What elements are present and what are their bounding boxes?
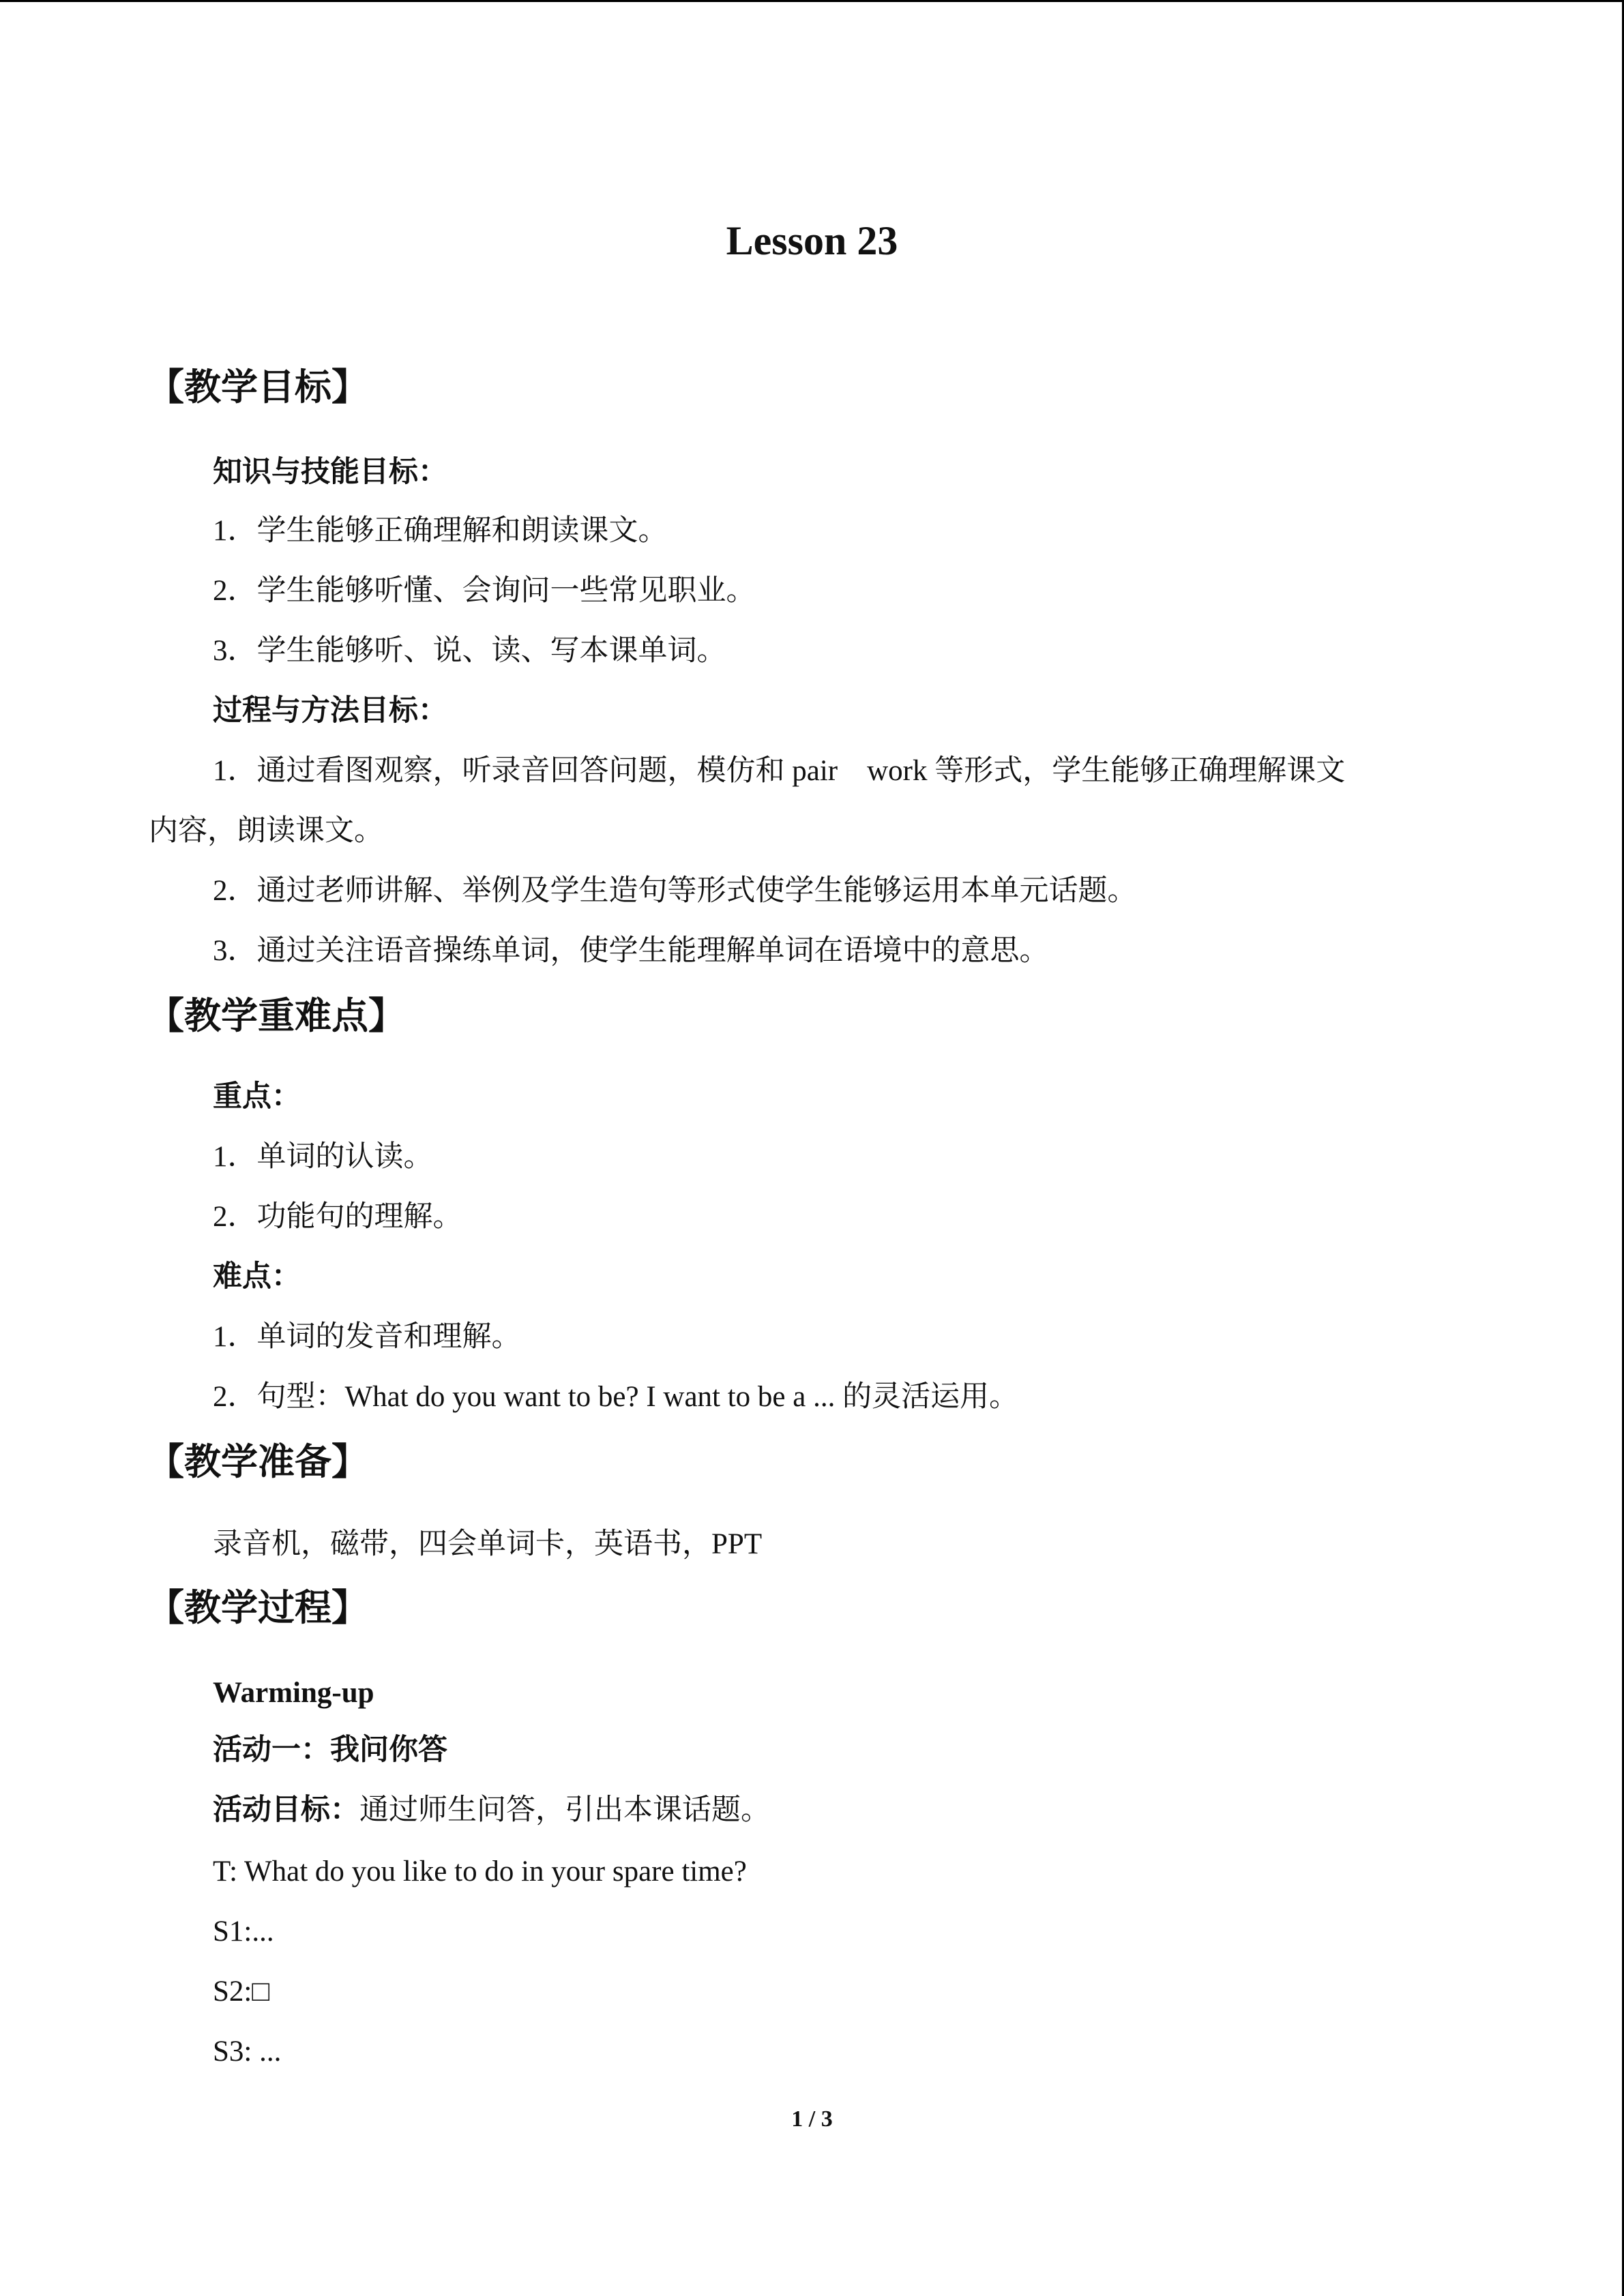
heading-preparation: 【教学准备】 <box>147 1442 368 1482</box>
difficulty-item-1: 1．单词的发音和理解。 <box>213 1321 521 1353</box>
preparation-text: 录音机，磁带，四会单词卡，英语书，PPT <box>213 1528 763 1560</box>
focus-item-1: 1．单词的认读。 <box>213 1141 433 1173</box>
process-item-1-line-2: 内容，朗读课文。 <box>149 815 383 847</box>
focus-label: 重点： <box>213 1081 301 1113</box>
heading-key-points: 【教学重难点】 <box>147 996 405 1037</box>
process-label: 过程与方法目标： <box>213 695 447 727</box>
page-number: 1 / 3 <box>791 2106 833 2132</box>
difficulty-item-2: 2．句型：What do you want to be? I want to be a ... 的灵活运用。 <box>213 1381 1019 1413</box>
activity-goal-text: 通过师生问答，引出本课话题。 <box>359 1794 770 1826</box>
heading-process: 【教学过程】 <box>147 1587 368 1628</box>
activity-goal-label: 活动目标： <box>213 1794 359 1826</box>
knowledge-item-3: 3．学生能够听、说、读、写本课单词。 <box>213 635 726 667</box>
knowledge-label: 知识与技能目标： <box>213 456 447 488</box>
lesson-title: Lesson 23 <box>726 218 898 263</box>
activity-goal <box>213 1790 770 1831</box>
activity-title: 活动一：我问你答 <box>213 1734 447 1766</box>
focus-item-2: 2．功能句的理解。 <box>213 1201 462 1233</box>
heading-objectives: 【教学目标】 <box>147 367 368 408</box>
dialogue-line-s1: S1:... <box>213 1915 274 1948</box>
process-item-3: 3．通过关注语音操练单词，使学生能理解单词在语境中的意思。 <box>213 935 1049 967</box>
dialogue-line-s2: S2:□ <box>213 1976 270 2008</box>
process-item-2: 2．通过老师讲解、举例及学生造句等形式使学生能够运用本单元话题。 <box>213 875 1137 907</box>
difficulty-label: 难点： <box>213 1261 301 1293</box>
warming-up-label: Warming-up <box>213 1677 374 1709</box>
dialogue-line-s3: S3: ... <box>213 2036 282 2068</box>
knowledge-item-1: 1．学生能够正确理解和朗读课文。 <box>213 515 668 547</box>
dialogue-line-teacher: T: What do you like to do in your spare time? <box>213 1855 747 1888</box>
process-item-1-line-1: 1．通过看图观察，听录音回答问题，模仿和 pair work 等形式，学生能够正确理解课文 <box>213 755 1346 787</box>
knowledge-item-2: 2．学生能够听懂、会询问一些常见职业。 <box>213 575 756 607</box>
